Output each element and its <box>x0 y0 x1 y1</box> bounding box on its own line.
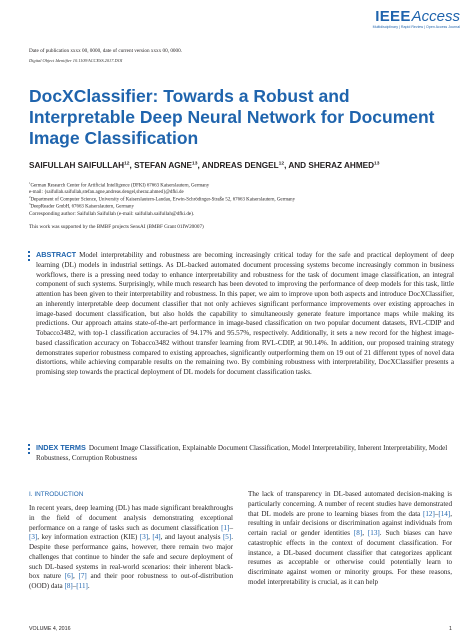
doi-line: Digital Object Identifier 10.1109/ACCESS.2017.DOI <box>29 58 123 63</box>
index-terms <box>36 443 454 464</box>
abstract-label: ABSTRACT <box>36 250 77 259</box>
section-heading: I. INTRODUCTION <box>29 491 84 498</box>
author-name: STEFAN AGNE <box>134 161 193 170</box>
journal-logo-ieee: IEEE <box>375 8 411 25</box>
citation-link[interactable]: [11] <box>76 582 88 590</box>
affiliations <box>29 183 449 212</box>
footer-volume: VOLUME 4, 2016 <box>29 626 71 632</box>
abstract-text: Model interpretability and robustness are becoming increasingly critical today for the safe and practical deployment of deep learning (DL) models in industrial settings. As DL-backed automated document processing systems become increasingly common in business workflows, there is a pressing need today to enhance interpretability and robustness for the task of document image classification, an integral component of such systems. Surprisingly, while much research has been devoted to improving the performance of deep models for this task, little attention has been given to their interpretability and robustness. In this paper, we aim to improve upon both aspects and introduce DocXClassifier, an inherently interpretable deep document classifier that not only achieves significant performance improvements over existing approaches in image-based document classification, but also holds the capability to simultaneously generate feature importance maps while making its predictions. Our approach attains state-of-the-art performance in image-based classification on two popular document datasets, RVL-CDIP and Tobacco3482, with top-1 classification accuracies of 94.17% and 95.57%, respectively. Additionally, it sets a new record for the highest image-based classification accuracy on Tobacco3482 without transfer learning from RVL-CDIP, at 90.14%. In addition, our proposed training strategy demonstrates superior robustness compared to existing approaches, significantly outperforming them on 19 out of 21 different types of novel data distortions, while achieving comparable results on the remaining two. By combining robustness with interpretability, DocXClassifier presents a promising step towards the practical deployment of DL models for document classification tasks. <box>36 251 454 376</box>
affiliation-email: e-mail: {saifullah.saifullah,stefan.agne,andreas.dengel,sheraz.ahmed}@dfki.de <box>29 190 184 196</box>
journal-logo-access: Access <box>411 8 460 25</box>
abstract <box>36 250 454 378</box>
author-name: AND SHERAZ AHMED <box>288 161 375 170</box>
page-number: 1 <box>449 626 452 632</box>
abstract-marker-icon <box>27 251 31 263</box>
author-affiliation-marker: 12 <box>278 161 285 167</box>
citation-link[interactable]: [8] <box>64 582 73 590</box>
affiliation-line: $^2$Department of Computer Science, University of Kaiserslautern-Landau, Erwin-Schrödinger-Straße 52, 67663 Kaiserslautern, Germany <box>29 195 296 203</box>
citation-link[interactable]: [12] <box>423 509 435 518</box>
paper-title: DocXClassifier: Towards a Robust and Interpretable Deep Neural Network for Document Image Classification <box>29 86 435 148</box>
author-name: SAIFULLAH SAIFULLAH <box>29 161 125 170</box>
intro-right-column: The lack of transparency in DL-based automated decision-making is particularly concerning. A number of recent studies have demonstrated that DL models are prone to learning biases from the data [12]–[14], resulting in unfair decisions or discrimination against individuals from certain racial or gender identities [8], [13]. Such biases can have catastrophic effects in the context of document classification. For instance, a DL-based document classifier that categorizes applicant resumes as acceptable or otherwise could potentially learn to discriminate against women or minority groups. For these reasons, model interpretability is crucial, as it can help <box>248 490 452 586</box>
author-affiliation-marker: 13 <box>192 161 198 167</box>
publication-dates: Date of publication xxxx 00, 0000, date of current version xxxx 00, 0000. <box>29 48 182 54</box>
citation-link[interactable]: [14] <box>438 509 451 518</box>
header-bar <box>0 0 474 40</box>
index-terms-marker-icon <box>27 444 31 456</box>
funding-note: This work was supported by the BMBF projects SensAI (BMBF Grant 01IW20007) <box>29 224 204 230</box>
index-terms-label: INDEX TERMS <box>36 443 86 452</box>
citation-link[interactable]: [3] <box>139 533 149 542</box>
affiliation-line: $^3$DeepReader GmbH, 67663 Kaiserslautern, Germany <box>29 202 134 210</box>
author-affiliation-marker: 12 <box>124 161 130 167</box>
citation-link[interactable]: [13] <box>367 529 380 537</box>
citation-link[interactable]: [1] <box>221 523 230 532</box>
citation-link[interactable]: [8] <box>353 529 363 537</box>
affiliation-line: $^1$German Research Center for Artificial Intelligence (DFKI) 67663 Kaiserslautern, Germany <box>29 181 210 189</box>
index-terms-text: Document Image Classification, Explainable Document Classification, Model Interpretability, Inherent Interpretability, Model Robustness, Corruption Robustness <box>36 444 448 462</box>
citation-link[interactable]: [4] <box>152 533 161 542</box>
citation-link[interactable]: [5] <box>222 533 232 542</box>
author-list: SAIFULLAH SAIFULLAH$^{12}$, STEFAN AGNE$^{13}$, ANDREAS DENGEL$^{12}$, AND SHERAZ AHMED$^{13}$ <box>29 161 380 170</box>
journal-tagline: Multidisciplinary | Rapid Review | Open Access Journal <box>372 25 460 29</box>
author-name: ANDREAS DENGEL <box>201 161 279 170</box>
author-affiliation-marker: 13 <box>374 161 380 167</box>
intro-left-column: In recent years, deep learning (DL) has made significant breakthroughs in the field of document analysis demonstrating exceptional performance on a range of tasks such as document classification [1]–[3], key information extraction (KIE) [3], [4], and layout analysis [5]. Despite these performance gains, however, there remain two major challenges that continue to hinder the safe and secure deployment of such DL-based systems in real-world scenarios: their inherent black-box nature [6], [7] and their poor robustness to out-of-distribution (OOD) data [8]–[11]. <box>29 504 234 590</box>
citation-link[interactable]: [3] <box>29 533 38 542</box>
citation-link[interactable]: [6] <box>64 572 74 581</box>
journal-logo <box>373 9 460 29</box>
citation-link[interactable]: [7] <box>78 572 87 581</box>
corresponding-author: Corresponding author: Saifullah Saifullah (e-mail: saifullah.saifullah@dfki.de). <box>29 211 195 217</box>
